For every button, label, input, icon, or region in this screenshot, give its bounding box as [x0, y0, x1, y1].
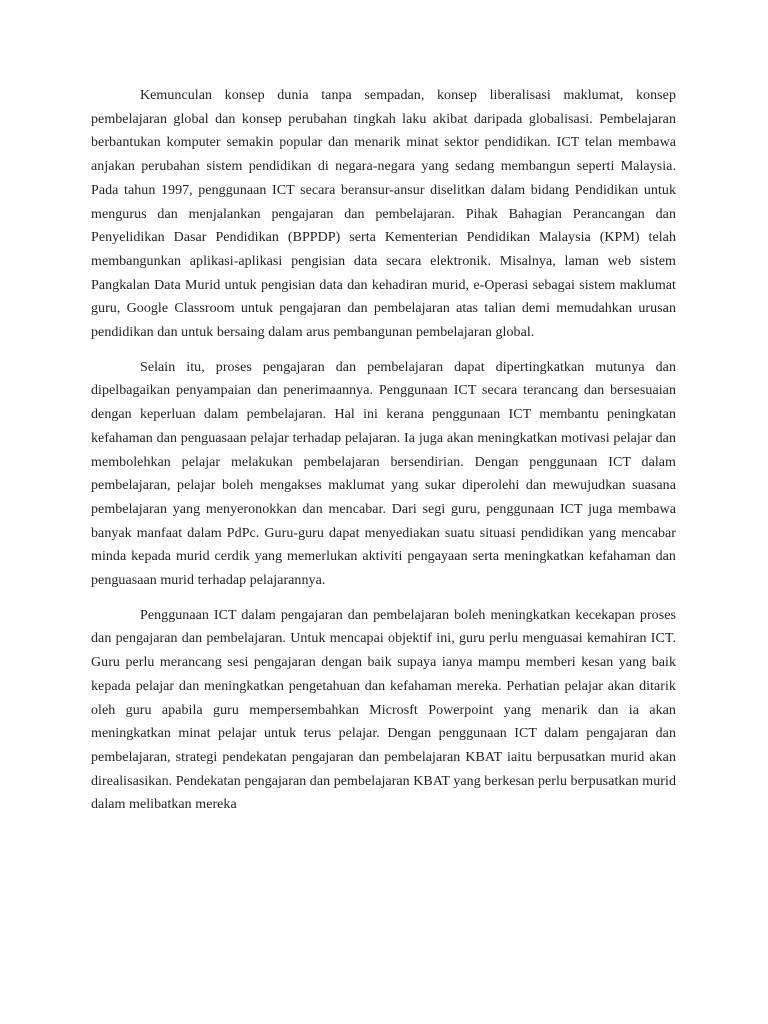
document-body [91, 84, 676, 828]
paragraph-1: Kemunculan konsep dunia tanpa sempadan, konsep liberalisasi maklumat, konsep pembelajaran global dan konsep perubahan tingkah laku akibat daripada globalisasi. Pembelajaran berbantukan komputer semakin popular dan menarik minat sektor pendidikan. ICT telan membawa anjakan perubahan sistem pendidikan di negara-negara yang sedang membangun seperti Malaysia. Pada tahun 1997, penggunaan ICT secara beransur-ansur diselitkan dalam bidang Pendidikan untuk mengurus dan menjalankan pengajaran dan pembelajaran. Pihak Bahagian Perancangan dan Penyelidikan Dasar Pendidikan (BPPDP) serta Kementerian Pendidikan Malaysia (KPM) telah membangunkan aplikasi-aplikasi pengisian data secara elektronik. Misalnya, laman web sistem Pangkalan Data Murid untuk pengisian data dan kehadiran murid, e-Operasi sebagai sistem maklumat guru, Google Classroom untuk pengajaran dan pembelajaran atas talian demi memudahkan urusan pendidikan dan untuk bersaing dalam arus pembangunan pembelajaran global. [91, 88, 676, 341]
paragraph-3: Penggunaan ICT dalam pengajaran dan pembelajaran boleh meningkatkan kecekapan proses dan pengajaran dan pembelajaran. Untuk mencapai objektif ini, guru perlu menguasai kemahiran ICT. Guru perlu merancang sesi pengajaran dengan baik supaya ianya mampu memberi kesan yang baik kepada pelajar dan meningkatkan pengetahuan dan kefahaman mereka. Perhatian pelajar akan ditarik oleh guru apabila guru mempersembahkan Microsft Powerpoint yang menarik dan ia akan meningkatkan minat pelajar untuk terus pelajar. Dengan penggunaan ICT dalam pengajaran dan pembelajaran, strategi pendekatan pengajaran dan pembelajaran KBAT iaitu berpusatkan murid akan direalisasikan. Pendekatan pengajaran dan pembelajaran KBAT yang berkesan perlu berpusatkan murid dalam melibatkan mereka [91, 607, 676, 813]
paragraph-2: Selain itu, proses pengajaran dan pembelajaran dapat dipertingkatkan mutunya dan dipelbagaikan penyampaian dan penerimaannya. Penggunaan ICT secara terancang dan bersesuaian dengan keperluan dalam pembelajaran. Hal ini kerana penggunaan ICT membantu peningkatan kefahaman dan penguasaan pelajar terhadap pelajaran. Ia juga akan meningkatkan motivasi pelajar dan membolehkan pelajar melakukan pembelajaran bersendirian. Dengan penggunaan ICT dalam pembelajaran, pelajar boleh mengakses maklumat yang sukar diperolehi dan mewujudkan suasana pembelajaran yang menyeronokkan dan mencabar. Dari segi guru, penggunaan ICT juga membawa banyak manfaat dalam PdPc. Guru-guru dapat menyediakan suatu situasi pendidikan yang mencabar minda kepada murid cerdik yang memerlukan aktiviti pengayaan serta meningkatkan kefahaman dan penguasaan murid terhadap pelajarannya. [91, 359, 676, 589]
